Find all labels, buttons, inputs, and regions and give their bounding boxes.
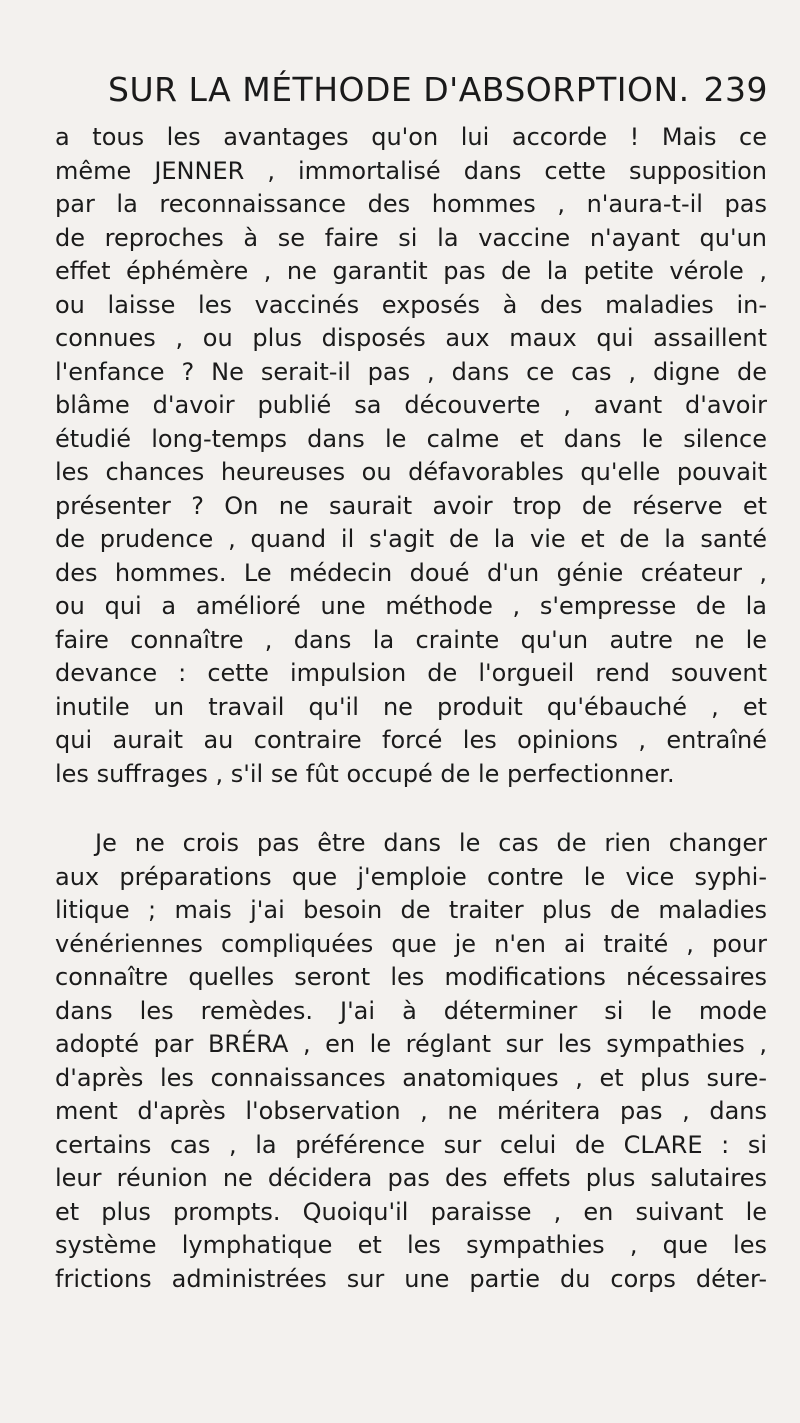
text-line: a tous les avantages qu'on lui accorde ! Mais ce	[55, 123, 767, 151]
text-line: même JENNER , immortalisé dans cette supposition	[55, 156, 767, 185]
text-line: qui aurait au contraire forcé les opinions , entraîné	[55, 726, 767, 754]
text-line: effet éphémère , ne garantit pas de la petite vérole ,	[55, 257, 767, 285]
text-line: par la reconnaissance des hommes , n'aura-t-il pas	[55, 190, 767, 218]
text-line: aux préparations que j'emploie contre le vice syphi-	[55, 862, 767, 891]
text-line: étudié long-temps dans le calme et dans le silence	[55, 424, 767, 453]
text-line: frictions administrées sur une partie du corps déter-	[55, 1264, 767, 1293]
text-line: vénériennes compliquées que je n'en ai traité , pour	[55, 929, 767, 958]
text-line: des hommes. Le médecin doué d'un génie créateur ,	[55, 558, 767, 587]
page-number: 239	[703, 70, 768, 109]
text-line: dans les remèdes. J'ai à déterminer si le mode	[55, 996, 767, 1025]
text-line: de reproches à se faire si la vaccine n'ayant qu'un	[55, 223, 767, 252]
paragraph-gap	[55, 791, 767, 827]
text-line: présenter ? On ne saurait avoir trop de réserve et	[55, 491, 767, 520]
text-line: litique ; mais j'ai besoin de traiter plus de maladies	[55, 896, 767, 924]
text-line: ou qui a amélioré une méthode , s'empresse de la	[55, 592, 767, 620]
running-title: SUR LA MÉTHODE D'ABSORPTION.	[108, 70, 690, 109]
text-line: adopté par BRÉRA , en le réglant sur les sympathies ,	[55, 1030, 767, 1058]
text-line: certains cas , la préférence sur celui de CLARE : si	[55, 1130, 767, 1159]
text-line: blâme d'avoir publié sa découverte , avant d'avoir	[55, 391, 767, 419]
text-line: inutile un travail qu'il ne produit qu'ébauché , et	[55, 692, 767, 721]
running-header	[108, 70, 768, 109]
text-line: ou laisse les vaccinés exposés à des maladies in-	[55, 290, 767, 319]
text-line: connues , ou plus disposés aux maux qui assaillent	[55, 324, 767, 352]
text-line: connaître quelles seront les modifications nécessaires	[55, 963, 767, 991]
text-line: leur réunion ne décidera pas des effets plus salutaires	[55, 1164, 767, 1192]
text-line: d'après les connaissances anatomiques , et plus sure-	[55, 1063, 767, 1092]
text-line: les suffrages , s'il se fût occupé de le perfectionner.	[55, 759, 675, 788]
text-line: ment d'après l'observation , ne méritera pas , dans	[55, 1097, 767, 1125]
text-line: de prudence , quand il s'agit de la vie et de la santé	[55, 525, 767, 553]
text-line: et plus prompts. Quoiqu'il paraisse , en suivant le	[55, 1197, 767, 1226]
paragraph-1	[55, 121, 767, 791]
text-line: devance : cette impulsion de l'orgueil rend souvent	[55, 659, 767, 687]
text-line: l'enfance ? Ne serait-il pas , dans ce cas , digne de	[55, 357, 767, 386]
paragraph-2	[55, 827, 767, 1296]
text-line: les chances heureuses ou défavorables qu'elle pouvait	[55, 458, 767, 486]
body-text	[55, 121, 767, 1296]
text-line: faire connaître , dans la crainte qu'un autre ne le	[55, 625, 767, 654]
text-line: Je ne crois pas être dans le cas de rien changer	[95, 829, 767, 857]
text-line: système lymphatique et les sympathies , que les	[55, 1231, 767, 1259]
